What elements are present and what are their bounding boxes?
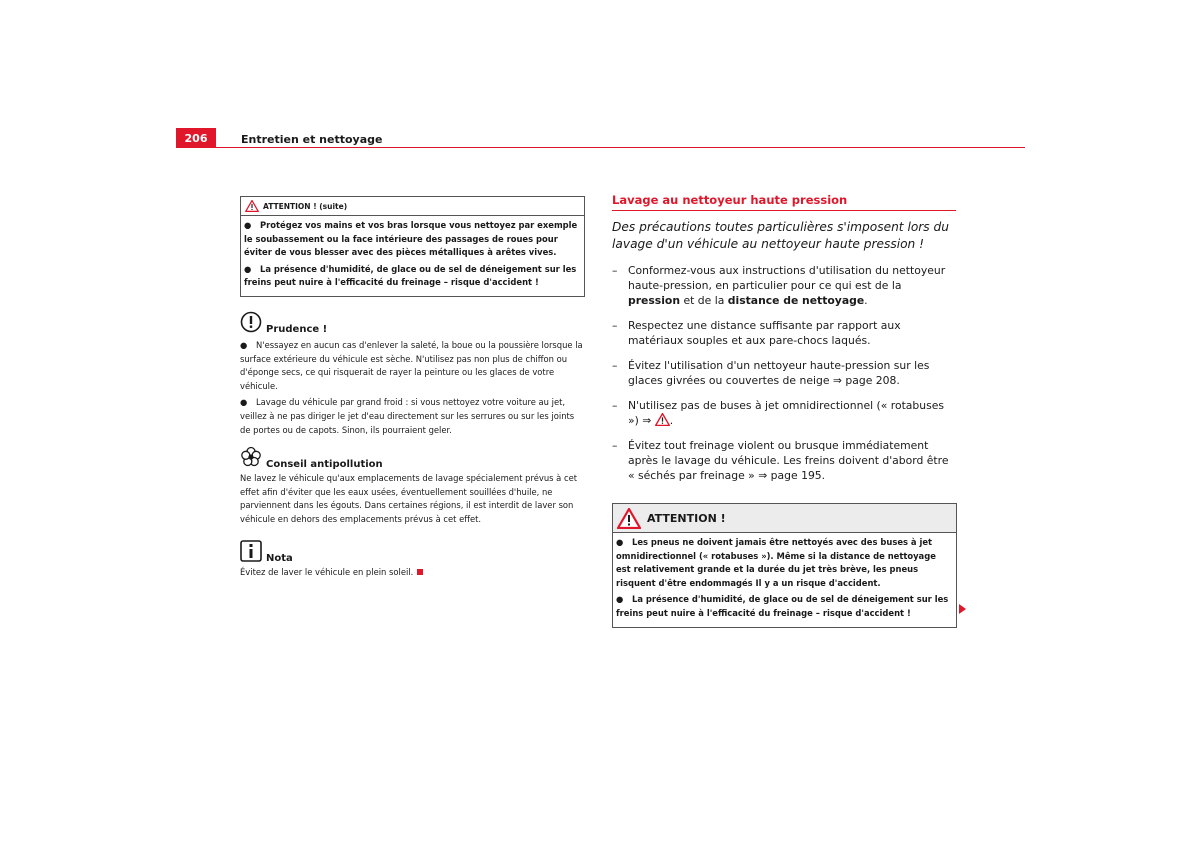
bullet-icon: ●: [616, 537, 624, 547]
section-intro: Des précautions toutes particulières s'imposent lors du lavage d'un véhicule au nettoyeur haute pression !: [612, 220, 949, 251]
bullet-icon: ●: [244, 263, 252, 274]
prudence-item: ● Lavage du véhicule par grand froid : si vous nettoyez votre voiture au jet, veillez à ne pas diriger le jet d'eau directement sur les serrures ou sur les joints de portes ou de capots. Sinon, ils pourraient geler.: [240, 397, 575, 435]
info-icon: [240, 540, 262, 562]
dash-bullet: –: [612, 399, 618, 412]
exclamation-circle-icon: [240, 311, 262, 333]
attention-body: [613, 533, 956, 627]
attention-continued-title: ATTENTION ! (suite): [263, 201, 348, 211]
environment-note: [240, 446, 585, 526]
attention-continued-item: ● Protégez vos mains et vos bras lorsque vous nettoyez par exemple le soubassement ou la face intérieure des passages de roues pour éviter de vous blesser avec des pièces métalliques à arêtes vives.: [244, 220, 578, 258]
nota-heading: [240, 540, 585, 562]
nota-title: Nota: [266, 553, 293, 564]
nota-body: [240, 566, 585, 580]
attention-continued-body: [241, 216, 584, 296]
environment-text: Ne lavez le véhicule qu'aux emplacements de lavage spécialement prévus à cet effet afin d'éviter que les eaux usées, éventuellement souillées d'huile, ne parviennent dans les égouts. Dans certaines régions, il est interdit de laver son véhicule en dehors des emplacements prévus à cet effet.: [240, 473, 578, 524]
warning-triangle-icon: [617, 508, 641, 529]
attention-item: ● La présence d'humidité, de glace ou de sel de déneigement sur les freins peut nuire à l'efficacité du freinage – risque d'accident !: [616, 594, 949, 618]
bullet-icon: ●: [244, 220, 252, 230]
environment-title: Conseil antipollution: [266, 459, 383, 470]
dash-bullet: –: [612, 319, 618, 332]
nota-text: Évitez de laver le véhicule en plein soleil.: [240, 567, 414, 577]
prudence-title: Prudence !: [266, 324, 328, 335]
instruction-item: – Conformez-vous aux instructions d'utilisation du nettoyeur haute-pression, en particulier pour ce qui est de la pression et de la distance de nettoyage.: [612, 264, 946, 307]
end-of-section-marker: [417, 569, 423, 575]
prudence-body: [240, 339, 585, 437]
attention-continued-box: [240, 196, 585, 297]
flower-icon: [240, 446, 262, 468]
warning-triangle-icon: [655, 413, 670, 426]
instruction-item: – Respectez une distance suffisante par rapport aux matériaux souples et aux pare-chocs laqués.: [612, 319, 901, 347]
prudence-note: [240, 311, 585, 440]
bullet-icon: ●: [616, 594, 624, 605]
header-rule: [216, 147, 1025, 148]
bullet-icon: ●: [240, 397, 248, 408]
environment-heading: [240, 446, 585, 468]
prudence-heading: [240, 311, 585, 333]
dash-bullet: –: [612, 439, 618, 452]
attention-item: ● Les pneus ne doivent jamais être nettoyés avec des buses à jet omnidirectionnel (« rotabuses »). Même si la distance de nettoyage est relativement grande et la durée du jet très brève, les pneus risquent d'être endommagés Il y a un risque d'accident.: [616, 537, 936, 588]
bullet-icon: ●: [240, 340, 248, 350]
attention-header: [613, 504, 956, 533]
dash-bullet: –: [612, 359, 618, 372]
prudence-item: ● N'essayez en aucun cas d'enlever la saleté, la boue ou la poussière lorsque la surface extérieure du véhicule est sèche. N'utilisez pas non plus de chiffon ou d'éponge secs, ce qui risquerait de rayer la peinture ou les glaces de votre véhicule.: [240, 340, 583, 391]
warning-triangle-icon: [245, 200, 259, 212]
section-rule: [612, 210, 956, 211]
attention-title: ATTENTION !: [647, 511, 726, 525]
attention-continued-header: [241, 197, 584, 216]
chapter-title: Entretien et nettoyage: [241, 133, 383, 146]
section-title: Lavage au nettoyeur haute pression: [612, 193, 848, 207]
dash-bullet: –: [612, 264, 618, 277]
page-number: 206: [176, 128, 216, 148]
nota-note: [240, 540, 585, 580]
attention-continued-item: ● La présence d'humidité, de glace ou de sel de déneigement sur les freins peut nuire à l'efficacité du freinage – risque d'accident !: [244, 263, 577, 288]
instruction-item: – Évitez l'utilisation d'un nettoyeur haute-pression sur les glaces givrées ou couvertes de neige ⇒ page 208.: [612, 359, 930, 387]
next-page-arrow-icon: [959, 604, 966, 614]
instruction-item: – Évitez tout freinage violent ou brusque immédiatement après le lavage du véhicule. Les freins doivent d'abord être « séchés par freinage » ⇒ page 195.: [612, 439, 949, 482]
instruction-item: – N'utilisez pas de buses à jet omnidirectionnel (« rotabuses ») ⇒ .: [612, 399, 945, 427]
attention-box: [612, 503, 957, 628]
